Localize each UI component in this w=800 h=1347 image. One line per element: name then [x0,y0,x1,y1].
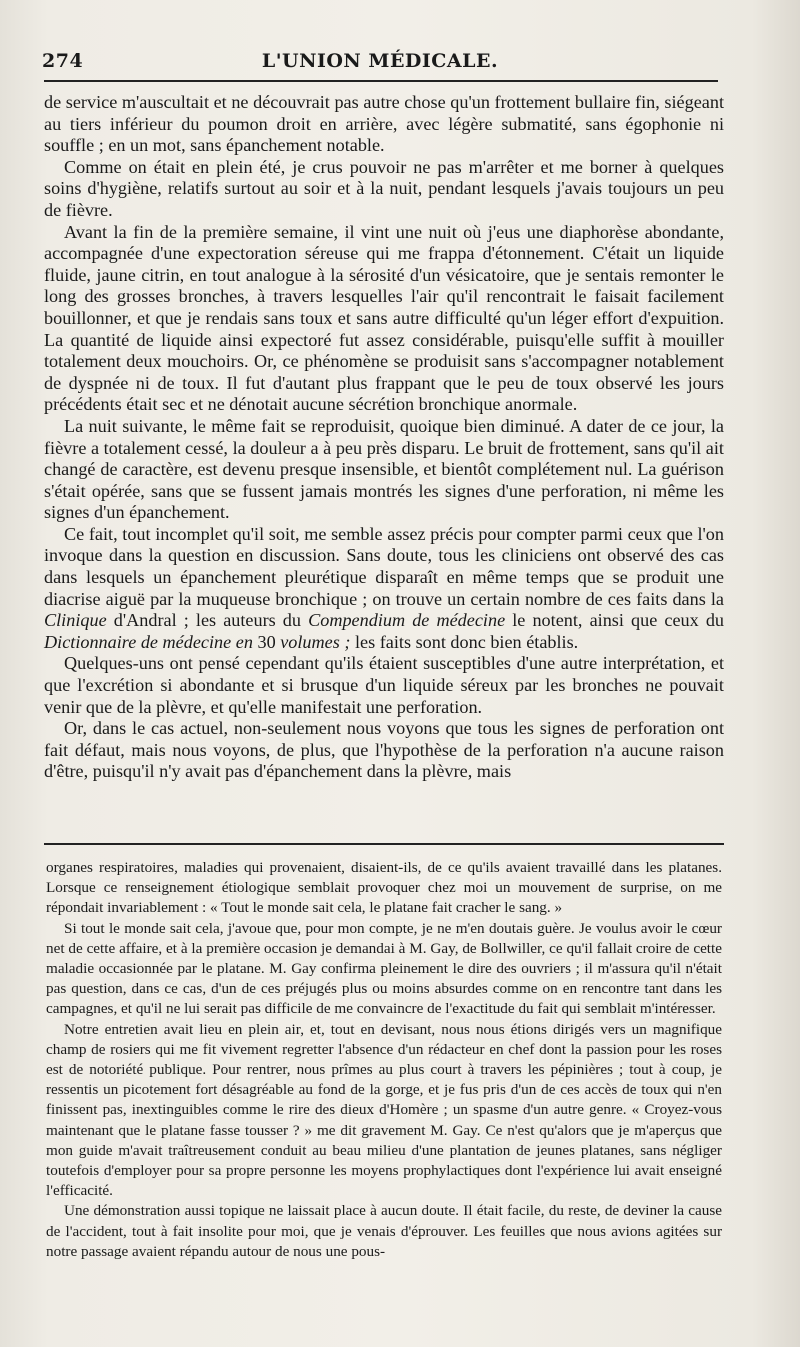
body-paragraph [44,718,724,783]
text-run: Ce fait, tout incomplet qu'il soit, me semble assez précis pour compter parmi ceux que l'on invoque dans la question en discussion. Sans doute, tous les cliniciens ont observé des cas dans lesquels un épanchement pleurétique disparaît en même temps que se produit une diacrise aiguë par la muqueuse bronchique ; on trouve un certain nombre de ces faits dans la [44,523,724,609]
body-paragraph [44,92,724,157]
footnote-paragraph [46,1201,722,1262]
text-run: Comme on était en plein été, je crus pouvoir ne pas m'arrêter et me borner à quelques soins d'hygiène, relatifs surtout au soir et à la nuit, pendant lesquels j'avais toujours un peu de fièvre. [44,156,724,220]
text-run: La nuit suivante, le même fait se reproduisit, quoique bien diminué. A dater de ce jour, la fièvre a totalement cessé, la douleur a à peu près disparu. Le bruit de frottement, sans qu'il ait changé de caractère, est devenu presque insensible, et bientôt complétement nul. La guérison s'était opérée, sans que se fussent jamais montrés les signes d'une perforation, ni même les signes d'un épanchement. [44,415,724,523]
footnote-paragraph [46,858,722,919]
footnote-rule [44,843,724,845]
text-run: Or, dans le cas actuel, non-seulement nous voyons que tous les signes de perforation ont fait défaut, mais nous voyons, de plus, que l'hypothèse de la perforation n'a aucune raison d'être, puisqu'il n'y avait pas d'épanchement dans la plèvre, mais [44,718,724,782]
body-paragraph [44,157,724,222]
footnote-paragraph [46,1020,722,1202]
text-run: Notre entretien avait lieu en plein air, et, tout en devisant, nous nous étions dirigés vers un magnifique champ de rosiers qui me fit vivement regretter l'absence d'un rédacteur en chef dont la passion pour les roses est de notoriété publique. Pour rentrer, nous prîmes au plus court à travers les pépinières ; tout à coup, je ressentis un picotement fort désagréable au fond de la gorge, et je fus pris d'un de ces accès de toux qui n'en finissent pas, inextinguibles comme le rire des dieux d'Homère ; un spasme d'un autre genre. « Croyez-vous maintenant que le platane fasse tousser ? » me dit gravement M. Gay. Ce n'est qu'alors que je m'aperçus que mon guide m'avait traîtreusement conduit au beau milieu d'une plantation de jeunes platanes, sans négliger toutefois d'employer pour sa propre personne les moyens prophylactiques dont l'expérience lui avait enseigné l'efficacité. [46,1020,722,1200]
page-number: 274 [42,50,84,72]
text-run: Quelques-uns ont pensé cependant qu'ils étaient susceptibles d'une autre interprétation, et que l'excrétion si abondante et si brusque d'un liquide séreux par les bronches ne pouvait venir que de la plèvre, et qu'elle manifestait une perforation. [44,653,724,717]
text-run: Si tout le monde sait cela, j'avoue que, pour mon compte, je ne m'en doutais guère. Je voulus avoir le cœur net de cette affaire, et à la première occasion je demandai à M. Gay, de Bollwiller, ce qu'il fallait croire de cette maladie occasionnée par le platane. M. Gay confirma pleinement le dire des ouvriers ; il m'assura qu'il n'était pas question, dans ce cas, d'un de ces préjugés plus ou moins absurdes comme on en rencontre tant dans les campagnes, et qu'il ne lui serait pas difficile de me convaincre de l'exactitude du fait qui semblait m'intéresser. [46,919,722,1018]
header-rule [44,80,718,82]
italic-text: Compendium de médecine [308,610,506,631]
body-paragraph [44,524,724,654]
text-run: 30 [252,631,281,652]
text-run: Avant la fin de la première semaine, il vint une nuit où j'eus une diaphorèse abondante, accompagnée d'une expectoration séreuse qui me frappa d'étonnement. C'était un liquide fluide, jaune citrin, en tout analogue à la sérosité d'un vésicatoire, que je sentais remonter le long des grosses bronches, à travers lesquelles l'air qu'il rencontrait le faisait facilement bouillonner, et que je rendais sans toux et sans autre difficulté qu'un léger effort d'expuition. La quantité de liquide ainsi expectoré fut assez considérable, puisqu'elle suffit à mouiller totalement deux mouchoirs. Or, ce phénomène se produisit sans s'accompagner notablement de dyspnée ni de toux. Il fut d'autant plus frappant que le peu de toux observé les jours précédents était sec et ne dénotait aucune sécrétion bronchique anormale. [44,221,724,415]
text-run: organes respiratoires, maladies qui provenaient, disaient-ils, de ce qu'ils avaient travaillé dans les platanes. Lorsque ce renseignement étiologique semblait provoquer chez moi un mouvement de surprise, on me répondait invariablement : « Tout le monde sait cela, le platane fait cracher le sang. » [46,859,722,917]
italic-text: Clinique [44,610,107,631]
text-run: Une démonstration aussi topique ne laissait place à aucun doute. Il était facile, du reste, de deviner la cause de l'accident, tout à fait insolite pour moi, que je venais d'éprouver. Les feuilles que nous avions agitées sur notre passage avaient répandu autour de nous une pous- [46,1202,722,1260]
text-run: les faits sont donc bien établis. [350,631,579,652]
body-paragraph [44,222,724,416]
footnote-text [46,858,722,1262]
page-header [42,50,718,78]
running-title: L'UNION MÉDICALE. [261,50,499,72]
main-text [44,92,724,783]
body-paragraph [44,653,724,718]
text-run: d'Andral ; les auteurs du [106,610,309,631]
body-paragraph [44,416,724,524]
italic-text: volumes ; [280,631,351,652]
footnote-paragraph [46,919,722,1020]
italic-text: Dictionnaire de médecine en [44,631,253,652]
text-run: le notent, ainsi que ceux du [505,610,725,631]
text-run: de service m'auscultait et ne découvrait pas autre chose qu'un frottement bullaire fin, siégeant au tiers inférieur du poumon droit en arrière, avec légère submatité, sans égophonie ni souffle ; en un mot, sans épanchement notable. [44,92,724,156]
